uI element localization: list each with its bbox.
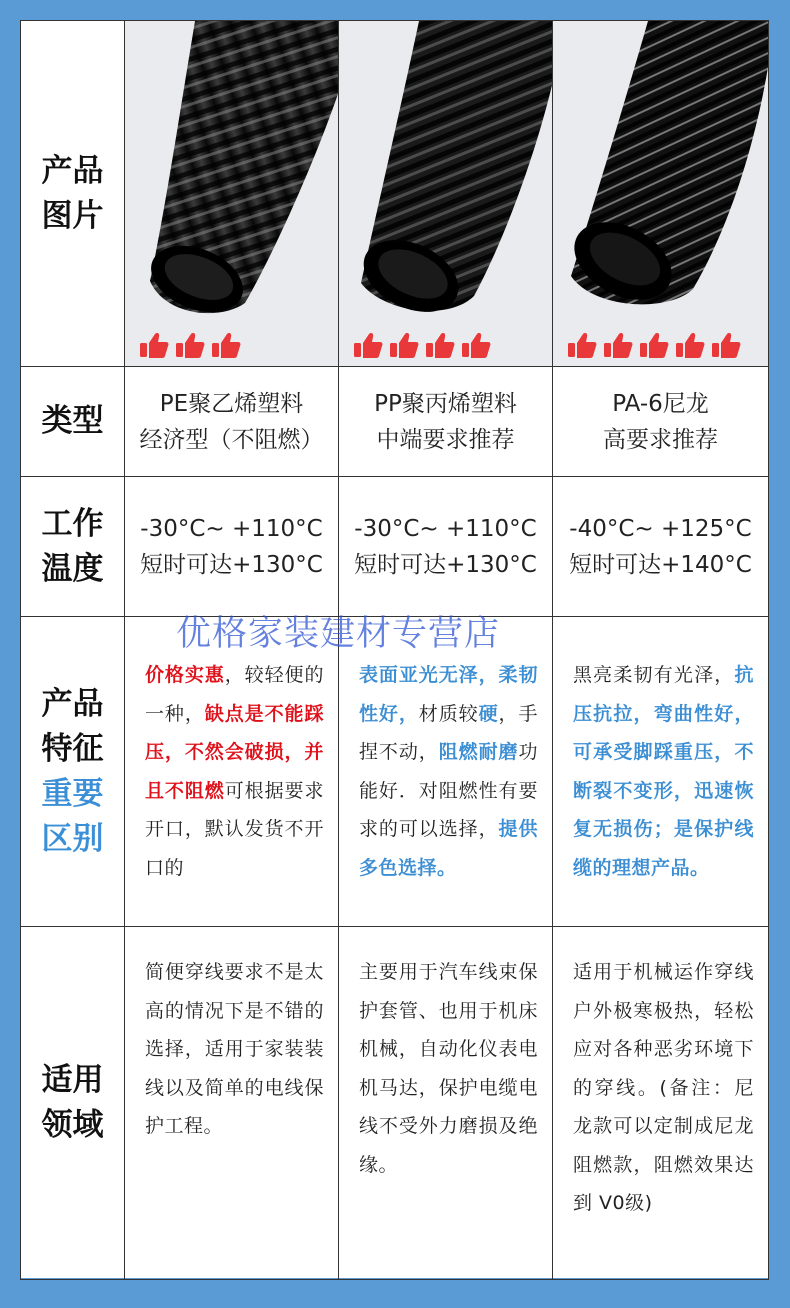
feature-pp-segment: 材质较 (418, 702, 479, 725)
rowhead-usage-line2: 领域 (41, 1107, 104, 1143)
product-image-pa (553, 21, 769, 367)
feature-pe-segment: 缺点是不能踩压，不然会破损，并且不阻燃 (145, 702, 324, 802)
temp-pa-range: -40°C~ +125°C (569, 515, 752, 542)
row-features (21, 617, 769, 927)
feature-pp-segment: 功能好．对阻燃性有要求的可以选择， (359, 741, 538, 840)
comparison-table (20, 20, 769, 1280)
type-pp-line2: 中端要求推荐 (376, 426, 515, 453)
rowhead-note-line1: 重要 (41, 775, 104, 812)
product-image-pp (339, 21, 553, 367)
feature-pp-text (359, 656, 538, 887)
rating-pa (567, 332, 741, 358)
rowhead-type-line1: 类型 (41, 403, 104, 439)
corrugated-tube-pe-image (125, 21, 339, 366)
thumbs-up-icon (139, 332, 169, 358)
row-usage (21, 927, 769, 1280)
rowhead-picture-line2: 图片 (41, 197, 104, 234)
rowhead-note-line2: 区别 (41, 820, 104, 857)
usage-pp (339, 927, 553, 1280)
type-pa-line2: 高要求推荐 (603, 426, 718, 453)
feature-pp-segment: 提供多色选择。 (359, 818, 538, 879)
rowhead-usage-line1: 适用 (41, 1062, 104, 1098)
rating-pe (139, 332, 241, 358)
thumbs-up-icon (211, 332, 241, 358)
thumbs-up-icon (567, 332, 597, 358)
thumbs-up-icon (175, 332, 205, 358)
corrugated-tube-pp-image (339, 21, 553, 366)
feature-pe-text (145, 656, 324, 887)
rowhead-temp-line2: 温度 (41, 550, 104, 587)
store-watermark: 优格家装建材专营店 (176, 614, 501, 654)
temp-pa (553, 477, 769, 617)
rowhead-temp-line1: 工作 (41, 505, 104, 542)
type-pe-line1: PE聚乙烯塑料 (159, 390, 304, 417)
thumbs-up-icon (389, 332, 419, 358)
type-pe-line2: 经济型（不阻燃） (139, 426, 324, 453)
rowhead-picture-line1: 产品 (41, 152, 104, 189)
feature-pp-segment: 表面亚光无泽，柔韧性好， (359, 664, 538, 725)
temp-pe (125, 477, 339, 617)
product-image-pe (125, 21, 339, 367)
temp-pp-range: -30°C~ +110°C (354, 515, 537, 542)
rowhead-temperature (21, 477, 125, 617)
feature-pp (339, 617, 553, 927)
row-type (21, 367, 769, 477)
type-pp-line1: PP聚丙烯塑料 (374, 390, 517, 417)
thumbs-up-icon (353, 332, 383, 358)
row-picture (21, 21, 769, 367)
feature-pe (125, 617, 339, 927)
temp-pp-peak: 短时可达+130°C (354, 551, 537, 578)
feature-pe-segment: ，较轻便的一种， (145, 664, 324, 725)
rowhead-picture (21, 21, 125, 367)
feature-pp-segment: 阻燃耐磨 (438, 741, 519, 763)
rating-pp (353, 332, 491, 358)
usage-pa-text: 适用于机械运作穿线户外极寒极热，轻松应对各种恶劣环境下的穿线。(备注：尼龙款可以定制成尼龙阻燃款，阻燃效果达到 V0级) (573, 961, 754, 1214)
rowhead-feature-line2: 特征 (41, 730, 104, 767)
feature-pe-segment: 价格实惠 (145, 664, 225, 686)
thumbs-up-icon (425, 332, 455, 358)
usage-pe (125, 927, 339, 1280)
corrugated-tube-pa-image (553, 21, 769, 366)
type-pa (553, 367, 769, 477)
thumbs-up-icon (711, 332, 741, 358)
temp-pp (339, 477, 553, 617)
thumbs-up-icon (639, 332, 669, 358)
rowhead-feature-line1: 产品 (41, 685, 104, 722)
feature-pp-segment: ，手捏不动， (359, 702, 538, 763)
type-pa-line1: PA-6尼龙 (612, 390, 709, 417)
thumbs-up-icon (675, 332, 705, 358)
thumbs-up-icon (461, 332, 491, 358)
comparison-sheet (20, 20, 768, 1278)
row-temperature (21, 477, 769, 617)
rowhead-type (21, 367, 125, 477)
usage-pp-text: 主要用于汽车线束保护套管、也用于机床机械，自动化仪表电机马达，保护电缆电线不受外力磨损及绝缘。 (359, 961, 538, 1176)
usage-pe-text: 简便穿线要求不是太高的情况下是不错的选择，适用于家装装线以及简单的电线保护工程。 (145, 961, 324, 1137)
feature-pp-segment: 硬 (478, 702, 499, 725)
type-pp (339, 367, 553, 477)
feature-pa-text (573, 656, 754, 887)
temp-pa-peak: 短时可达+140°C (569, 551, 752, 578)
feature-pe-segment: 可根据要求开口，默认发货不开口的 (145, 779, 324, 879)
rowhead-usage (21, 927, 125, 1280)
thumbs-up-icon (603, 332, 633, 358)
type-pe (125, 367, 339, 477)
feature-pa-segment: 黑亮柔韧有光泽， (573, 664, 735, 686)
feature-pa-segment: 抗压抗拉，弯曲性好，可承受脚踩重压，不断裂不变形，迅速恢复无损伤；是保护线缆的理想产品。 (573, 664, 754, 879)
temp-pe-range: -30°C~ +110°C (140, 515, 323, 542)
temp-pe-peak: 短时可达+130°C (140, 551, 323, 578)
feature-pa (553, 617, 769, 927)
rowhead-features (21, 617, 125, 927)
usage-pa (553, 927, 769, 1280)
